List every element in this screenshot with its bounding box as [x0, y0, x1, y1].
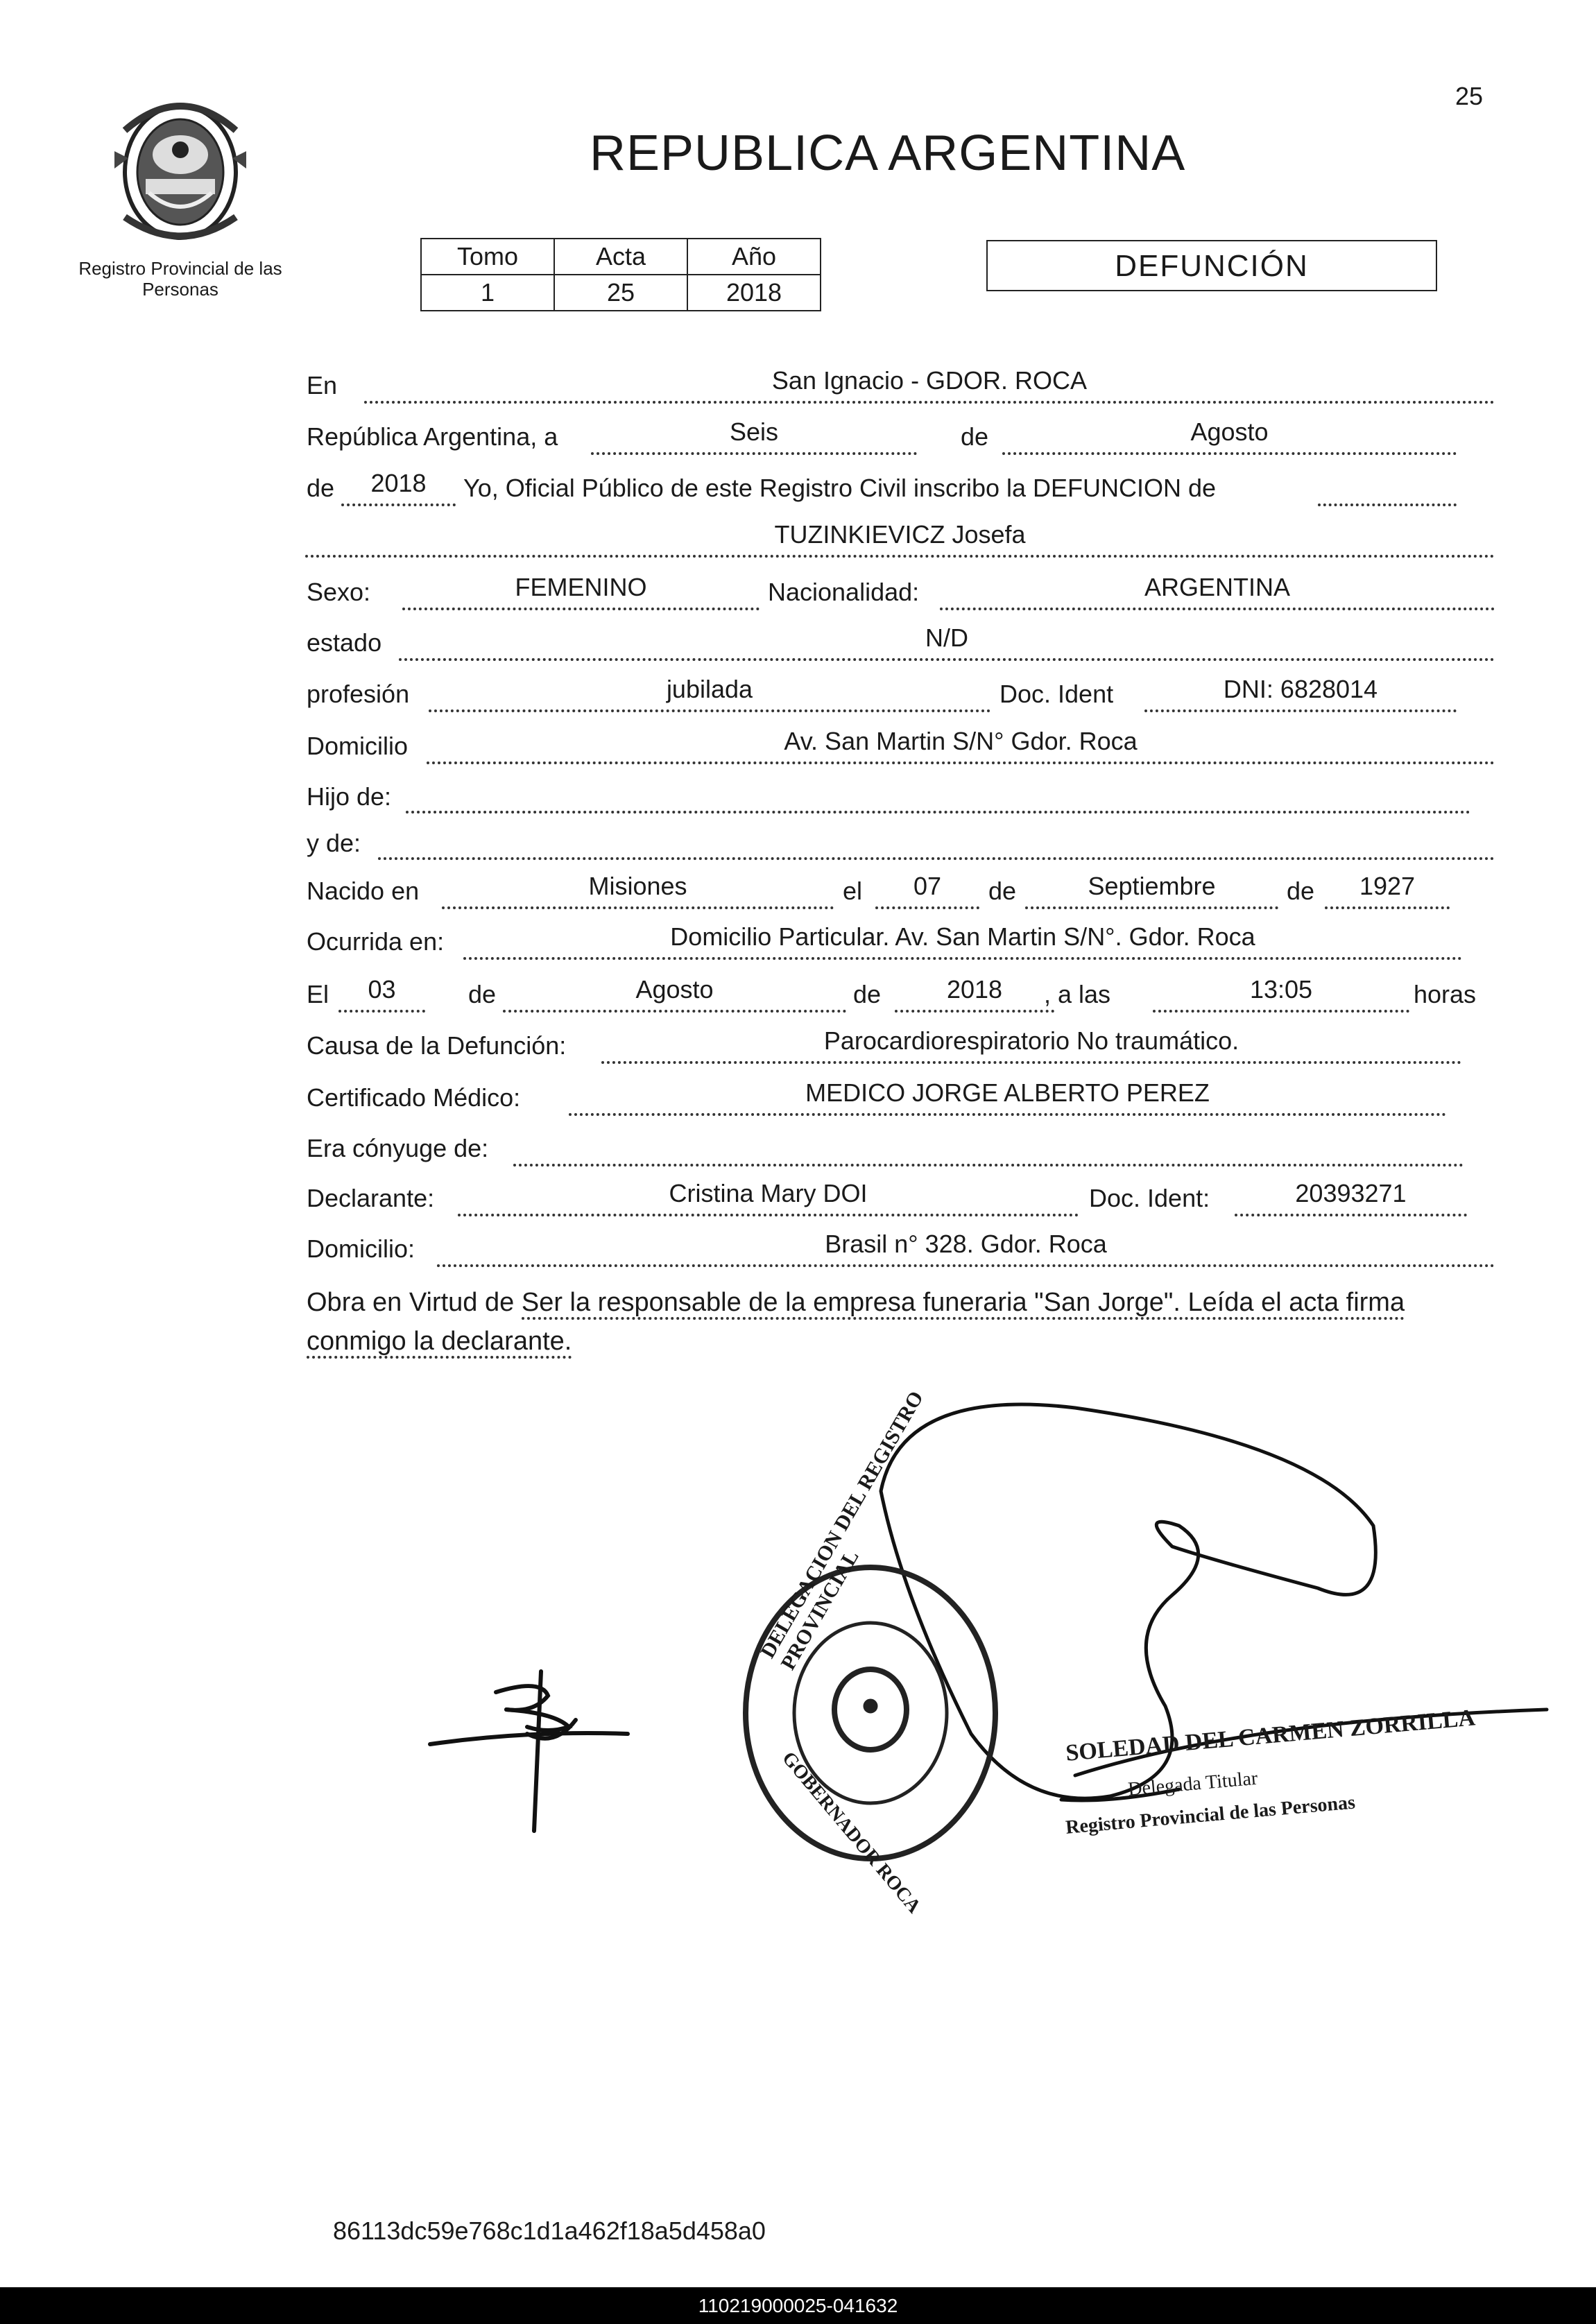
value-nac-anio: 1927 — [1359, 872, 1416, 900]
dotted-line — [458, 1214, 1079, 1216]
signer-name: SOLEDAD DEL CARMEN ZORRILLA — [1065, 1705, 1477, 1766]
dotted-line — [378, 857, 1495, 860]
dotted-line — [940, 608, 1495, 610]
signer-registry: Registro Provincial de las Personas — [1065, 1791, 1357, 1839]
page-number: 25 — [1455, 82, 1484, 110]
value-declarante-doc: 20393271 — [1295, 1179, 1407, 1207]
record-type-box: DEFUNCIÓN — [986, 240, 1437, 291]
dotted-line — [601, 1061, 1461, 1064]
dotted-line — [429, 709, 990, 712]
label-horas: horas — [1414, 980, 1477, 1008]
value-estado: N/D — [925, 623, 968, 652]
stamp-outer-text: DELEGACION DEL REGISTRO PROVINCIAL — [756, 1387, 928, 1674]
dotted-line — [1318, 503, 1457, 506]
signer-title: Delegada Titular — [1127, 1767, 1259, 1800]
value-causa: Parocardiorespiratorio No traumático. — [823, 1026, 1239, 1055]
label-declarante: Declarante: — [307, 1184, 435, 1212]
dotted-line — [427, 761, 1495, 764]
label-a-las: , a las — [1044, 980, 1111, 1008]
dotted-line — [402, 608, 760, 610]
dotted-line — [895, 1010, 1054, 1013]
value-dia: Seis — [729, 418, 779, 446]
dotted-line — [875, 906, 979, 909]
footer-code: 110219000025-041632 — [0, 2287, 1596, 2324]
dotted-line — [503, 1010, 846, 1013]
label-domicilio: Domicilio — [307, 732, 409, 760]
value-declarante: Cristina Mary DOI — [669, 1179, 868, 1207]
value-profesion: jubilada — [666, 675, 753, 703]
value-nac-mes: Septiembre — [1088, 872, 1216, 900]
value-nacionalidad: ARGENTINA — [1144, 573, 1291, 601]
value-lugar: San Ignacio - GDOR. ROCA — [771, 366, 1088, 395]
dotted-line — [442, 906, 834, 909]
label-de: de — [961, 422, 989, 451]
dotted-line — [591, 452, 917, 455]
label-sexo: Sexo: — [307, 578, 371, 606]
dotted-line — [1144, 709, 1457, 712]
obra-paragraph — [307, 1283, 1496, 1361]
value-nacido-en: Misiones — [588, 872, 687, 900]
label-en: En — [307, 371, 338, 399]
label-ocurrida-en: Ocurrida en: — [307, 927, 445, 956]
value-ocurrida-en: Domicilio Particular. Av. San Martin S/N°. Gdor. Roca — [670, 922, 1255, 951]
value-doc-ident: DNI: 6828014 — [1223, 675, 1378, 703]
label-republica: República Argentina, a — [307, 422, 558, 451]
dotted-line — [406, 811, 1470, 814]
registry-name: Registro Provincial de las Personas — [78, 258, 282, 300]
label-de: de — [853, 980, 882, 1008]
header-anio: Año — [687, 239, 821, 275]
label-conyuge: Era cónyuge de: — [307, 1134, 489, 1162]
label-hijo-de: Hijo de: — [307, 782, 392, 811]
label-causa: Causa de la Defunción: — [307, 1031, 567, 1060]
value-mes: Agosto — [1190, 418, 1269, 446]
value-anio: 2018 — [370, 469, 427, 497]
document-hash: 86113dc59e768c1d1a462f18a5d458a0 — [333, 2217, 766, 2245]
label-doc-ident: Doc. Ident — [999, 680, 1114, 708]
value-def-mes: Agosto — [635, 975, 714, 1004]
obra-text: Ser la responsable de la empresa funeraria "San Jorge". Leída el acta firma conmigo la declarante. — [307, 1288, 1405, 1359]
label-estado: estado — [307, 628, 382, 657]
value-acta: 25 — [554, 275, 687, 311]
dotted-line — [1002, 452, 1457, 455]
provincial-crest-icon — [104, 89, 257, 248]
value-anio: 2018 — [687, 275, 821, 311]
value-certificado: MEDICO JORGE ALBERTO PEREZ — [805, 1078, 1210, 1107]
dotted-line — [338, 1010, 425, 1013]
label-certificado: Certificado Médico: — [307, 1083, 521, 1112]
label-de: de — [1287, 877, 1315, 905]
declarant-signature-icon — [430, 1671, 628, 1831]
header-tomo: Tomo — [421, 239, 554, 275]
dotted-line — [463, 957, 1462, 960]
value-tomo: 1 — [421, 275, 554, 311]
dotted-line — [399, 658, 1495, 661]
value-nombre: TUZINKIEVICZ Josefa — [774, 520, 1026, 549]
value-sexo: FEMENINO — [515, 573, 647, 601]
label-el: el — [843, 877, 863, 905]
dotted-line — [513, 1164, 1464, 1167]
label-de: de — [988, 877, 1017, 905]
value-domicilio: Av. San Martin S/N° Gdor. Roca — [784, 727, 1138, 755]
value-def-hora: 13:05 — [1249, 975, 1313, 1004]
label-profesion: profesión — [307, 680, 410, 708]
dotted-line — [437, 1264, 1495, 1267]
dotted-line — [1025, 906, 1278, 909]
page-title: REPUBLICA ARGENTINA — [590, 126, 1186, 181]
header-acta: Acta — [554, 239, 687, 275]
value-def-dia: 03 — [368, 975, 396, 1004]
dotted-line — [1153, 1010, 1409, 1013]
label-doc-ident-declarante: Doc. Ident: — [1089, 1184, 1210, 1212]
label-nacido-en: Nacido en — [307, 877, 420, 905]
dotted-line — [305, 555, 1495, 558]
label-domicilio-declarante: Domicilio: — [307, 1234, 415, 1263]
dotted-line — [569, 1113, 1446, 1116]
label-de: de — [468, 980, 497, 1008]
stamp-inner-text: GOBERNADOR ROCA — [778, 1748, 925, 1918]
label-el: El — [307, 980, 329, 1008]
record-table — [420, 238, 821, 311]
value-declarante-domicilio: Brasil n° 328. Gdor. Roca — [825, 1230, 1107, 1258]
dotted-line — [1235, 1214, 1467, 1216]
value-def-anio: 2018 — [946, 975, 1003, 1004]
label-de: de — [307, 474, 335, 502]
dotted-line — [341, 503, 456, 506]
dotted-line — [1325, 906, 1450, 909]
label-yo: Yo, Oficial Público de este Registro Civil inscribo la DEFUNCION de — [463, 474, 1217, 502]
dotted-line — [364, 401, 1495, 404]
label-nacionalidad: Nacionalidad: — [768, 578, 920, 606]
obra-prefix: Obra en Virtud de — [307, 1288, 515, 1317]
value-nac-dia: 07 — [913, 872, 942, 900]
label-y-de: y de: — [307, 829, 361, 857]
